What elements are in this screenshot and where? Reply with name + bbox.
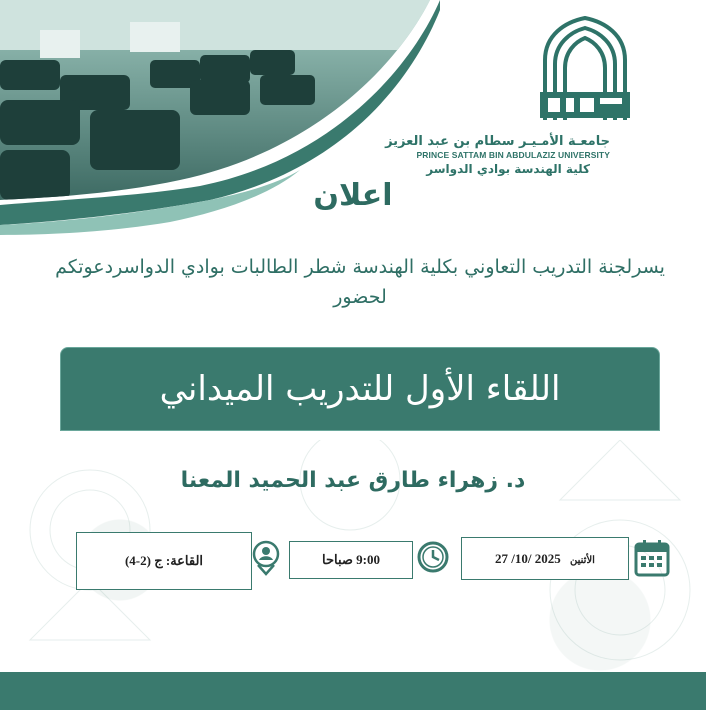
hall-label: القاعة: xyxy=(165,553,204,568)
time-value: 9:00 صباحا xyxy=(321,552,380,567)
calendar-icon xyxy=(633,538,671,578)
university-name-english: PRINCE SATTAM BIN ABDULAZIZ UNIVERSITY xyxy=(416,150,610,160)
university-name-arabic: جامعـة الأمـيـر سطام بن عبد العزيز xyxy=(385,134,610,149)
announcement-heading: اعلان xyxy=(313,178,393,213)
footer-bar xyxy=(0,672,706,710)
university-logo xyxy=(385,10,650,176)
hall-box xyxy=(76,532,252,590)
location-pin-icon xyxy=(252,540,280,576)
event-title: اللقاء الأول للتدريب الميداني xyxy=(159,369,561,409)
time-box xyxy=(289,541,413,579)
day-name: الأثنين xyxy=(570,555,595,566)
event-title-banner xyxy=(60,347,660,431)
clock-icon xyxy=(416,540,450,574)
university-emblem-icon xyxy=(520,10,650,130)
lecturer-name: د. زهراء طارق عبد الحميد المعنا xyxy=(180,468,526,493)
date-value: 27 /10/ 2025 xyxy=(495,551,561,566)
hall-value: ج (2-4) xyxy=(124,553,163,568)
college-name: كلية الهندسة بوادي الدواسر xyxy=(426,162,590,176)
date-box xyxy=(461,537,629,580)
invitation-text: يسرلجنة التدريب التعاوني بكلية الهندسة شطر الطالبات بوادي الدواسردعوتكم لحضور xyxy=(55,256,665,308)
